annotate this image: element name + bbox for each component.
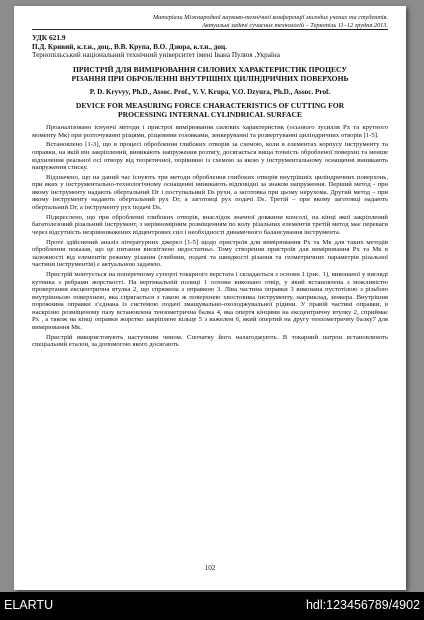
document-page [14,6,406,590]
conference-header [32,14,388,30]
body-paragraph: Проте здійснений аналіз літературних джерел [1-5] щодо пристроїв для вимірювання Pх та Мк для таких методів оброблення показав, що це питання висвітлено недостатньо. Тому створення пристроїв для вимірювання Pх та Мк в залежності від елементів режиму різання (глибини, подачі та швидкості різання та геометричних параметрів різальної частини інструментів) є актуальною задачею. [32,238,388,269]
body-paragraph: Проаналізовано існуючі методи і пристрої вимірювання силових характеристик (осьового зусилля Pх та крутного моменту Мк) при розточуванні різцями, різцевими головками, зенкеруванні та розвертуванні циліндричних отворів [1-5]. [32,124,388,139]
title-english-line1: DEVICE FOR MEASURING FORCE CHARACTERISTICS OF CUTTING FOR [75,101,345,111]
body-paragraph: Пристрій використовують наступним чином. Спочатку його налагоджують. В токарний патрон встановлюють спеціальний еталон, за допомогою якого досягають [32,333,388,349]
affiliation: Тернопільський національний технічний університет імені Івана Пулюя ,Україна [32,51,280,60]
authors-english: P. D. Kryvyy, Ph.D., Assoc. Prof., V. V. Krupa, V.O. Dzyura, Ph.D., Assoc. Prof. [89,87,331,96]
conference-header-line2: Актуальні задачі сучасних технологій – Тернопіль 11–12 грудня 2013. [32,22,388,31]
body-paragraph: Відзначено, що на даний час існують три методи оброблення глибоких отворів внутрішніх циліндричних поверхонь, при яких у інструментально-технологічному оснащенні виникають відповідні за знаком напруження. Перший метод - при якому інструменту надають обертальний Dг і поступальний Ds рухи, а заготовка при цьому нерухома. Другий метод – при якому інструменту надають обертальний рух Dг, а заготовці рух подачі Ds. Третій – при якому заготовці надають обертальний Dг, а інструменту рух подачі Ds. [32,173,388,212]
handle-identifier: hdl:123456789/4902 [305,598,420,612]
title-english-line2: PROCESSING INTERNAL CYLINDRICAL SURFACE [117,110,303,120]
authors-ukrainian: П.Д. Кривий, к.т.н., доц., В.В. Крупа, В.О. Дзюра, к.т.н., доц. [32,42,227,51]
title-ukrainian-line2: РІЗАННЯ ПРИ ОБРОБЛЕННІ ВНУТРІШНІХ ЦИЛІНДРИЧНИХ ПОВЕРХОНЬ [71,73,349,83]
repository-footer-bar [0,592,424,620]
article-body [32,124,388,348]
body-paragraph: Пристрій монтується на поперечному супорті токарного верстата і складається з основи 1 (рис. 1), виконаної у вигляді кутника з ребрами жорсткості. На вертикальній полиці 1 основи виконано отвір, у який встановлена з можливістю провертання ексцентрична втулка 2, що спряжена з оправкою 3. Ліва частина оправки 3 виконана пустотілою з різьбою внутрішньою поверхнею, яка спрягається з такою ж поверхнею хвостовика інструменту, наприклад, зенкера. Внутрішня порожнина оправки з’єднана із системою подачі змащувально-охолоджувальної рідини. У правій частині оправки, в наскрізно розміщеному пазу встановлена тензометрична балка 4, яка опертя кінцями на ексцентричну втулку 2, сприймає Pх , а також на кінці оправки жорстко закріплене кільце 5 з важелем 6, який опертий на другу тензометричну балку7 для вимірювання Мк. [32,270,388,331]
page-content [32,14,388,351]
udk-code: УДК 621.9 [32,33,66,43]
conference-header-line1: Матеріали Міжнародної науково-технічної конференції молодих учених та студентів. [152,14,388,21]
title-english [32,101,388,119]
body-paragraph: Встановлено [1-3], що в процесі оброблення глибоких отворів за схемою, коли в елементах корпусу інструменту та оправки, на якій він закріплений, виникають напруження розтягу, досягається вища точність обробленої поверхні та менше відхилення реальної осі отвору від теоретичної, порівняно із схемою за якою у інструментальному оснащенні виникають напруження стиску. [32,141,388,172]
page-number: 102 [204,564,216,572]
title-ukrainian [32,65,388,83]
title-ukrainian-line1: ПРИСТРІЙ ДЛЯ ВИМІРЮВАННЯ СИЛОВИХ ХАРАКТЕРИСТИК ПРОЦЕСУ [72,64,348,74]
repository-name: ELARTU [4,598,54,612]
body-paragraph: Підкреслено, що при обробленні глибоких отворів, внаслідок значної довжини консолі, на кінці якої закріплений багатолезовий різальний інструмент, з нерівномірним розміщенням по колу різальних елементів третій метод має переваги через відсутність незрівноважених відцентрових сил і необхідності динамічного балансування інструмента. [32,213,388,236]
